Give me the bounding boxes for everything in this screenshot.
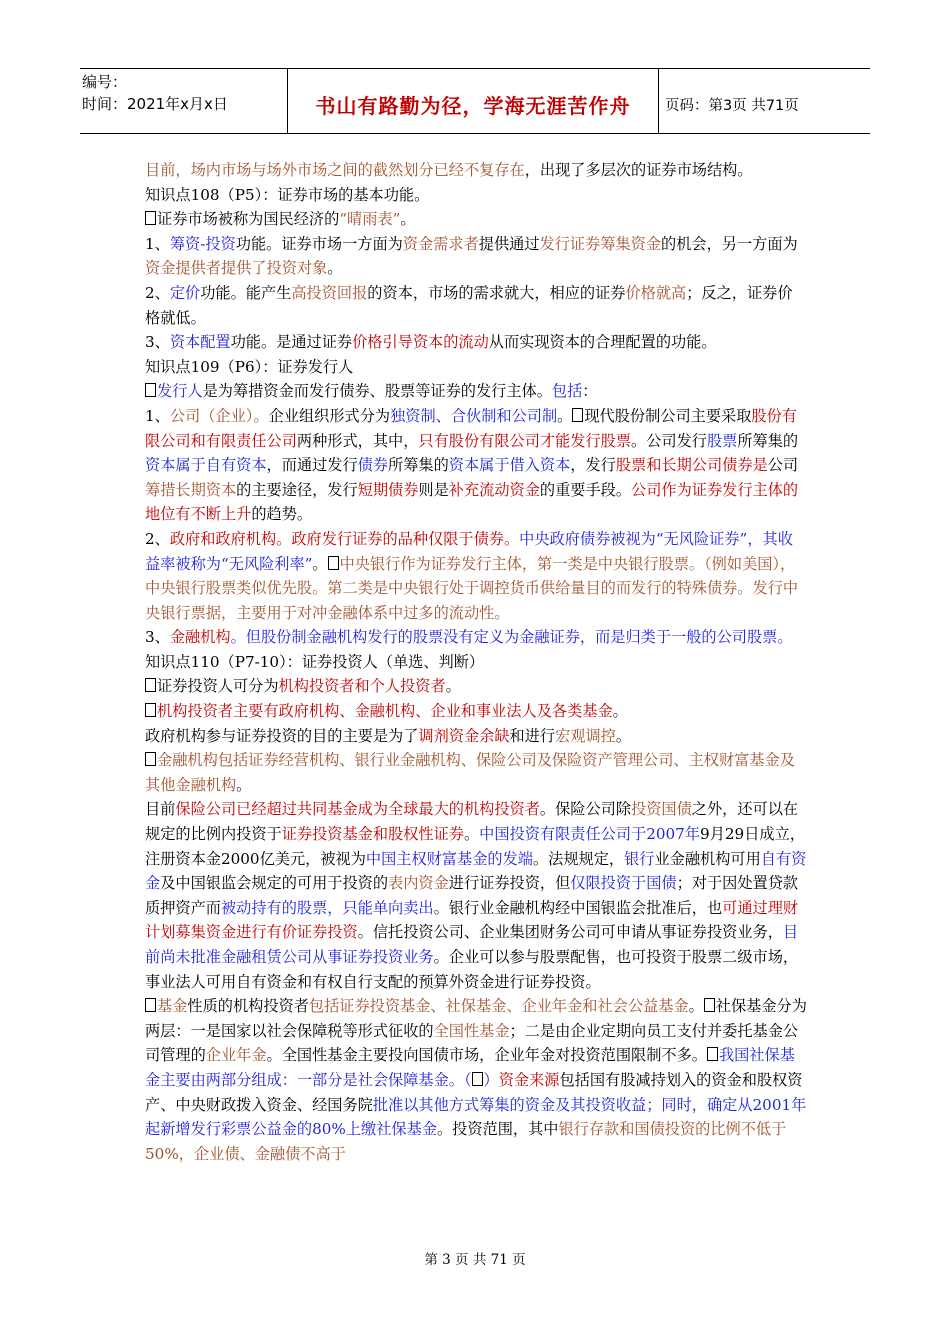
header-meta — [82, 71, 282, 115]
text-span: 。 — [445, 677, 461, 696]
checkbox-square-icon — [145, 383, 156, 397]
text-span: 宏观调控 — [555, 726, 616, 745]
text-span: 目前 — [145, 800, 176, 819]
paragraph — [145, 748, 807, 797]
header-date: 时间：2021年x月x日 — [82, 95, 228, 113]
text-span: 股票 — [706, 431, 738, 450]
text-span: 目前，场内市场与场外市场之间的截然划分已经不复存在 — [145, 161, 525, 179]
text-span: 证券投资人可分为 — [157, 677, 279, 696]
text-span: 。但股份制金融机构发行的股票没有定义为金融证券，而是归类于一般的公司股票。 — [230, 628, 793, 647]
header-page-info: 页码：第3页 共71页 — [665, 98, 799, 114]
text-span: 9月29日成立，注册资本金2000亿美元，被视为 — [145, 825, 805, 868]
text-span: 筹措长期资本 — [145, 480, 237, 499]
text-span: 。 — [327, 259, 343, 278]
text-span: 。 — [615, 726, 631, 745]
paragraph — [145, 404, 807, 527]
text-span: 公司作为证券发行主体的地位有不断上升 — [145, 480, 799, 524]
text-span: 补充流动资金 — [448, 480, 540, 499]
text-span: 包括国有股减持划入的资金和股权资产、中央财政拨入资金、经国务院 — [145, 1070, 803, 1114]
text-span: 只有股份有限公司才能发行股票 — [418, 431, 631, 450]
text-span: 。投资范围，其中 — [436, 1120, 559, 1139]
paragraph — [145, 330, 807, 355]
text-span: 2、 — [145, 529, 170, 548]
text-span: 所筹集的 — [388, 456, 449, 475]
text-span: 目前尚未批准金融租赁公司从事证券投资业务 — [145, 923, 799, 966]
checkbox-square-icon — [572, 408, 583, 422]
paragraph — [145, 797, 807, 994]
text-span: 和进行 — [509, 726, 556, 745]
text-span: 可通过理财计划募集资金进行有价证券投资 — [145, 898, 799, 942]
text-span: 包括证券投资基金、社保基金、企业年金和社会公益基金 — [308, 997, 689, 1016]
text-span: ；反之，证券价格就低。 — [145, 283, 793, 327]
text-span: 功能。能产生 — [200, 283, 292, 302]
text-span: 性质的机构投资者 — [187, 997, 309, 1016]
text-span: 被动持有的股票，只能单向卖出 — [220, 898, 434, 917]
text-span: 全国性基金 — [433, 1021, 510, 1040]
text-span: 银行存款和国债投资的比例不低于50%，企业债、金融债不高于 — [145, 1120, 787, 1163]
text-span: 1、 — [145, 234, 170, 253]
text-span: 债券 — [357, 456, 388, 475]
paragraph — [145, 724, 807, 749]
text-span: 。全国性基金主要投向国债市场，企业年金对投资范围限制不多。 — [266, 1046, 707, 1065]
text-span: 的资本，市场的需求就大，相应的证券 — [367, 283, 626, 302]
text-span: ： — [582, 382, 598, 401]
paragraph — [145, 281, 807, 330]
checkbox-square-icon — [145, 678, 156, 692]
text-span: 。 — [400, 210, 416, 229]
text-span: 资本配置 — [169, 333, 231, 352]
header-number: 编号： — [82, 73, 128, 91]
text-span: 批准以其他方式筹集的资金及其投资收益；同时，确定从2001年起新增发行彩票公益金的80%上缴社保基金 — [145, 1095, 807, 1139]
text-span: 3、 — [145, 333, 170, 352]
text-span: “晴雨表” — [339, 210, 401, 229]
text-span: 公司 — [767, 456, 799, 475]
text-span: ，发行 — [570, 456, 616, 475]
paragraph — [145, 527, 807, 625]
text-span: 。 — [688, 997, 704, 1016]
paragraph — [145, 699, 807, 724]
text-span: 的趋势。 — [251, 505, 313, 524]
knowledge-point-heading: 知识点108（P5）：证券市场的基本功能。 — [145, 185, 430, 204]
text-span: 价格就高 — [625, 283, 687, 302]
text-span: 社保基金分为两层：一是国家以社会保障税等形式征收的 — [145, 997, 807, 1040]
paragraph — [145, 625, 807, 650]
text-span: 发行人 — [157, 382, 203, 401]
text-span: 进行证券投资，但 — [448, 874, 571, 893]
text-span: 业金融机构可用 — [654, 849, 761, 868]
text-span: 金融机构包括证券经营机构、银行业金融机构、保险公司及保险资产管理公司、主权财富基金及其他金融机构 — [145, 751, 795, 794]
text-span: 机构投资者和个人投资者 — [278, 677, 446, 696]
text-span: 保险公司已经超过共同基金成为全球最大的机构投资者 — [175, 800, 540, 819]
text-span: 短期债券 — [357, 480, 419, 499]
paragraph — [145, 674, 807, 699]
text-span: 提供通过 — [478, 234, 540, 253]
text-span: 。企业可以参与股票配售，也可投资于股票二级市场，事业法人可用自有资金和有权自行支配的预算外资金进行证券投资。 — [145, 948, 799, 991]
text-span: 2、 — [145, 283, 170, 302]
text-span: 公司（企业）。 — [169, 406, 269, 425]
text-span: 的主要途径，发行 — [236, 480, 358, 499]
text-span: 政府机构参与证券投资的目的主要是为了 — [145, 726, 419, 745]
paragraph — [145, 379, 807, 404]
text-span: 则是 — [418, 480, 449, 499]
text-span: 。 — [557, 406, 573, 425]
paragraph — [145, 207, 807, 232]
text-span: ；对于因处置贷款质押资产而 — [145, 874, 799, 917]
text-span: 之外，还可以在规定的比例内投资于 — [145, 800, 799, 844]
text-span: 是为筹措资金而发行债券、股票等证券的发行主体。 — [202, 382, 552, 401]
text-span: 功能。是通过证券 — [230, 333, 353, 352]
checkbox-square-icon — [145, 752, 156, 766]
text-span: 。法规规定， — [532, 849, 625, 868]
paragraph — [145, 994, 807, 1166]
text-span: 中国主权财富基金的发端 — [365, 849, 533, 868]
text-span: 股票和长期公司债券是 — [615, 456, 768, 475]
page-footer: 第 3 页 共 71 页 — [424, 1252, 526, 1268]
text-span: 。 — [463, 825, 480, 844]
text-span: 资金提供者提供了 — [145, 259, 267, 278]
text-span: 金融机构 — [169, 628, 231, 647]
text-span: 。银行业金融机构经中国银监会批准后，也 — [433, 898, 723, 917]
text-span: 的重要手段。 — [539, 480, 631, 499]
text-span: 机构投资者主要有政府机构、金融机构、企业和事业法人及各类基金 — [157, 702, 613, 721]
text-span: 3、 — [145, 628, 170, 647]
checkbox-square-icon — [328, 556, 339, 570]
text-span: 表内资金 — [388, 874, 449, 893]
text-span: 。 — [612, 702, 628, 721]
text-span: 的机会，另一方面为 — [661, 234, 798, 253]
checkbox-square-icon — [145, 998, 156, 1012]
text-span: 证券投资基金和股权性证券 — [281, 825, 464, 844]
text-span: 定价 — [169, 283, 201, 302]
checkbox-square-icon — [707, 1047, 718, 1061]
text-span: 及中国银监会规定的可用于投资的 — [160, 874, 388, 893]
checkbox-square-icon — [472, 1072, 483, 1086]
text-span: 基金 — [157, 997, 188, 1016]
text-span: 调剂资金余缺 — [418, 726, 510, 745]
checkbox-square-icon — [145, 703, 156, 717]
paragraph — [145, 158, 807, 183]
text-span: ，而通过发行 — [266, 456, 358, 475]
text-span: 企业组织形式分为 — [268, 406, 391, 425]
text-span: ；二是由企业定期向员工支付并委托基金公司管理的 — [145, 1021, 799, 1065]
text-span: ） — [483, 1070, 499, 1089]
text-span: 中国投资有限责任公司于2007年 — [479, 825, 701, 844]
text-span: 企业年金 — [205, 1046, 267, 1065]
text-span: 证券市场被称为国民经济的 — [157, 210, 340, 229]
text-span: 资金需求者 — [402, 234, 479, 253]
text-span: 现代股份制公司主要采取 — [584, 406, 752, 425]
text-span: 银行 — [624, 849, 655, 868]
text-span: 自有资金 — [145, 849, 807, 893]
text-span: 资金来源 — [498, 1070, 560, 1089]
text-span: 资本属于自有资本 — [145, 456, 267, 475]
text-span: 包括 — [551, 382, 583, 401]
page-header — [80, 68, 870, 134]
text-span: 。 — [236, 775, 252, 794]
paragraph — [145, 232, 807, 281]
text-span: 。 — [312, 554, 328, 573]
document-body — [145, 158, 807, 1166]
text-span: 投资国债 — [631, 800, 692, 819]
checkbox-square-icon — [145, 211, 156, 225]
text-span: 我国社保基金主要由两部分组成：一部分是社会保障基金。（ — [145, 1046, 795, 1089]
text-span: 功能。证券市场一方面为 — [235, 234, 403, 253]
text-span: 政府和政府机构。政府发行证券的品种仅限于债券。 — [169, 529, 520, 548]
text-span: 中央政府债券被视为“无风险证券”，其收益率被称为“无风险利率” — [145, 529, 793, 573]
text-span: 独资制、合伙制和公司制 — [390, 406, 558, 425]
knowledge-point-heading: 知识点110（P7-10）：证券投资人（单选、判断） — [145, 652, 485, 671]
text-span: 高投资回报 — [291, 283, 368, 302]
text-span: 价格引导资本的流动 — [352, 333, 489, 352]
text-span: 所筹集的 — [737, 431, 799, 450]
text-span: 仅限投资于国债 — [570, 874, 677, 893]
text-span: 中央银行作为证券发行主体，第一类是中央银行股票。（例如美国），中央银行股票类似优先股。第二类是中央银行处于调控货币供给量目的而发行的特殊债券。发行中央银行票据，主要用于对冲金融体系中过多的流动性。 — [145, 554, 799, 622]
checkbox-square-icon — [704, 998, 715, 1012]
header-divider — [658, 69, 659, 133]
knowledge-point-heading: 知识点109（P6）：证券发行人 — [145, 357, 354, 376]
text-span: ，出现了多层次的证券市场结构。 — [524, 161, 753, 179]
text-span: 筹资-投资 — [169, 234, 236, 253]
text-span: 。信托投资公司、企业集团财务公司可申请从事证券投资业务， — [357, 923, 783, 942]
header-motto: 书山有路勤为径，学海无涯苦作舟 — [315, 94, 631, 118]
text-span: 发行证券筹集资金 — [539, 234, 661, 253]
text-span: 投资对象 — [266, 259, 328, 278]
text-span: 资本属于借入资本 — [448, 456, 571, 475]
text-span: 两种形式，其中， — [296, 431, 419, 450]
text-span: 股份有限公司和有限责任公司 — [145, 406, 797, 450]
text-span: 从而实现资本的合理配置的功能。 — [488, 333, 717, 352]
text-span: 。公司发行 — [631, 431, 707, 450]
text-span: 1、 — [145, 406, 170, 425]
text-span: 。保险公司除 — [539, 800, 631, 819]
